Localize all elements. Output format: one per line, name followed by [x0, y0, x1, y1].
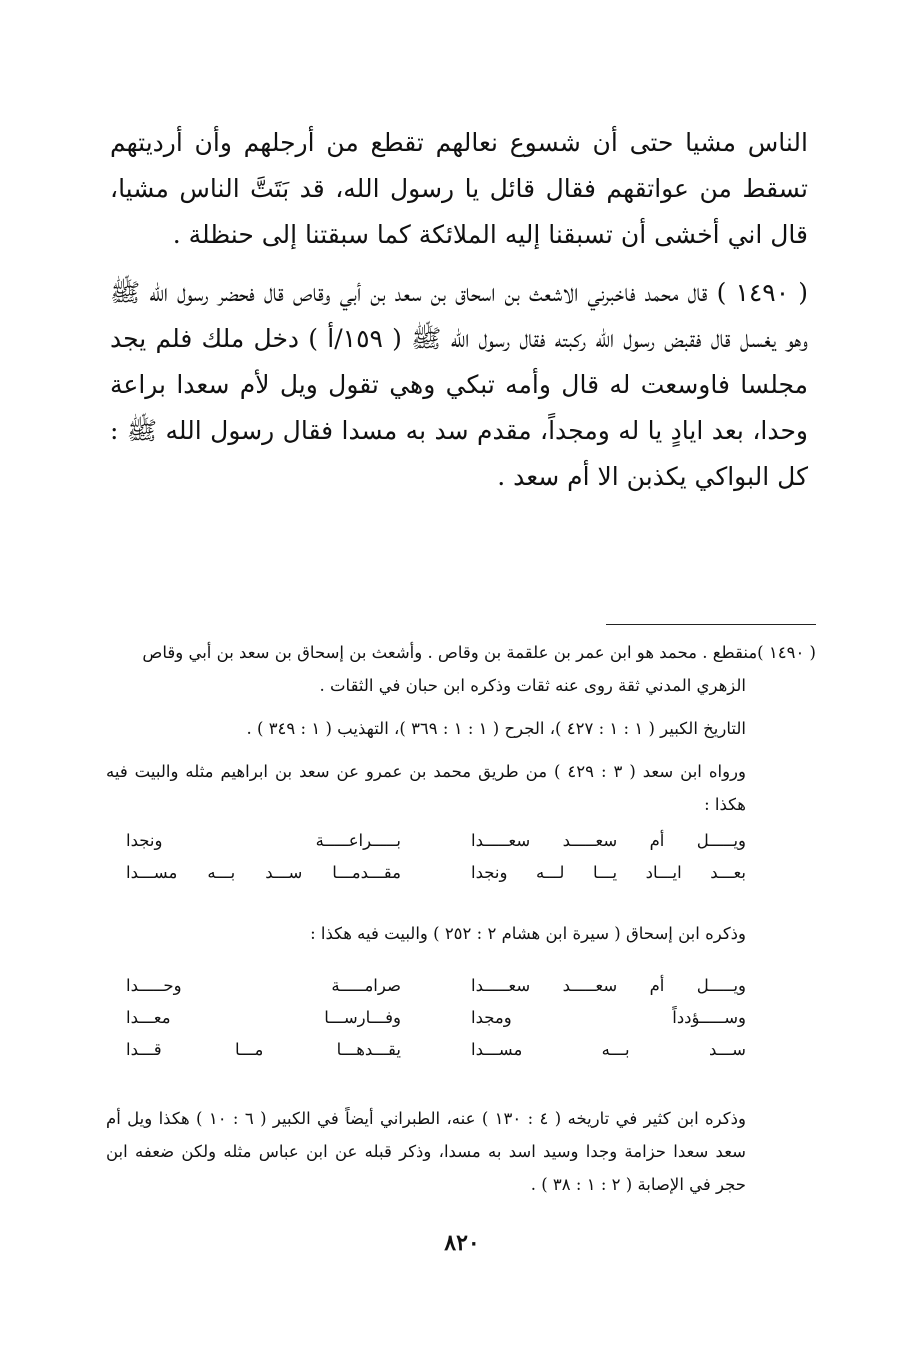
verse-1-line-2-right: بعـــد ايـــاد يـــا لـــه ونجدا: [471, 863, 746, 882]
verse-2-line-1-left: صرامـــــة وحـــــدا: [126, 976, 401, 995]
footnote-1-line-1: ( ١٤٩٠ )منقطع . محمد هو ابن عمر بن علقمة بن وقاص . وأشعث بن إسحاق بن سعد بن أبي وقاص: [142, 643, 816, 662]
footnote-1-line-2: الزهري المدني ثقة روى عنه ثقات وذكره ابن حبان في الثقات .: [319, 676, 746, 695]
verse-2-line-3-right: ســـد بـــه مســـدا: [471, 1040, 746, 1059]
verse-2-line-3-left: يقـــدهـــا مـــا قـــدا: [126, 1040, 401, 1059]
verse-2-line-2-right: وســـــؤدداً ومجدا: [471, 1008, 746, 1027]
verse-1-line-1-right: ويـــــل أم سعـــــد سعـــــدا: [471, 831, 746, 850]
verse-2-line-1-right: ويـــــل أم سعـــــد سعـــــدا: [471, 976, 746, 995]
page-number: ٨٢٠: [444, 1230, 480, 1256]
main-paragraph-2: ( ١٤٩٠ ) قال محمد فاخبرني الاشعث بن اسحاق بن سعد بن أبي وقاص قال فحضر رسول الله ﷺ وهو يغسل قال فقبض رسول الله ركبته فقال رسول الله ﷺ ( ١٥٩/أ ) دخل ملك فلم يجد مجلسا فاوسعت له قال وأمه تبكي وهي تقول ويل لأم سعدا براعة وحدا، بعد ايادٍ يا له ومجداً، مقدم سد به مسدا فقال رسول الله ﷺ : كل البواكي يكذبن الا أم سعد .: [110, 278, 809, 491]
verse-1-line-1-left: بـــــراعـــــة ونجدا: [126, 831, 401, 850]
verse-block-1: [126, 825, 746, 889]
footnote-4-text: وذكره ابن كثير في تاريخه ( ٤ : ١٣٠ ) عنه، الطبراني أيضاً في الكبير ( ٦ : ١٠ ) هكذا ويل أم سعد سعدا حزامة وجدا وسيد اسد به مسدا، وذكر قبله عن ابن عباس مثله ولكن ضعفه ابن حجر في الإصابة ( ٢ : ١ : ٣٨ ) .: [106, 1109, 746, 1194]
main-text: [110, 120, 808, 512]
verse-block-2: [126, 970, 746, 1066]
footnote-divider: [606, 624, 816, 625]
footnote-3-text: وذكره ابن إسحاق ( سيرة ابن هشام ٢ : ٢٥٢ ) والبيت فيه هكذا :: [310, 924, 746, 943]
main-paragraph-1: الناس مشيا حتى أن شسوع نعالهم تقطع من أرجلهم وأن أرديتهم تسقط من عواتقهم فقال قائل يا رسول الله، قد بَتَتَّ الناس مشيا، قال اني أخشى أن تسبقنا إليه الملائكة كما سبقتنا إلى حنظلة .: [110, 128, 808, 249]
footnotes: [106, 636, 816, 1201]
footnote-2-text: ورواه ابن سعد ( ٣ : ٤٢٩ ) من طريق محمد بن عمرو عن سعد بن ابراهيم مثله والبيت فيه هكذا :: [106, 762, 746, 814]
verse-2-line-2-left: وفـــارســـا معـــدا: [126, 1008, 401, 1027]
footnote-1-sources: التاريخ الكبير ( ١ : ١ : ٤٢٧ )، الجرح ( ١ : ١ : ٣٦٩ )، التهذيب ( ١ : ٣٤٩ ) .: [246, 719, 746, 738]
verse-1-line-2-left: مقـــدمـــا ســـد بـــه مســـدا: [126, 863, 401, 882]
